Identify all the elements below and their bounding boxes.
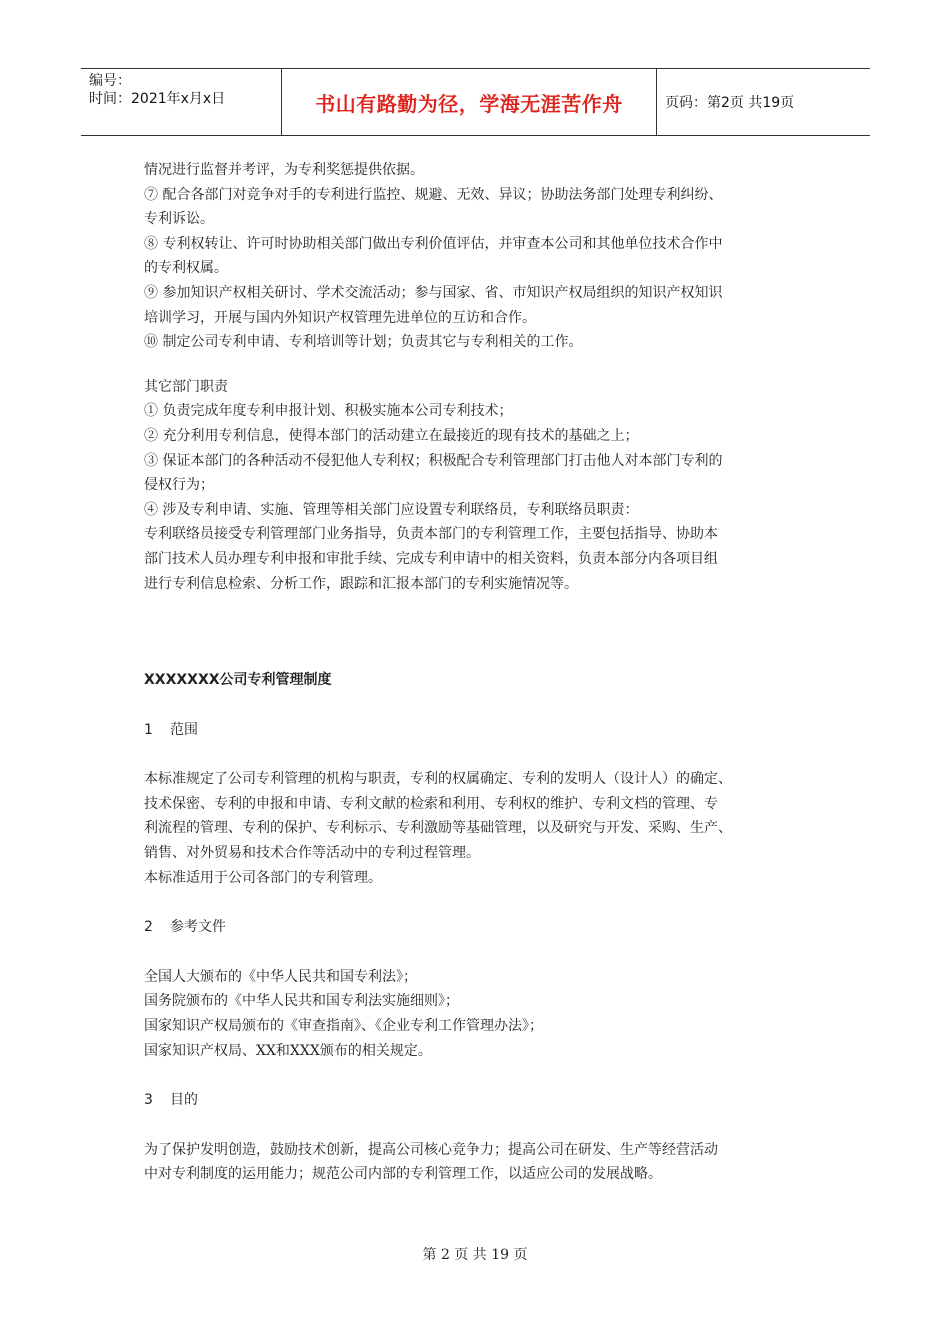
paragraph-line: 专利联络员接受专利管理部门业务指导，负责本部门的专利管理工作，主要包括指导、协助本 xyxy=(144,526,718,543)
paragraph-line: ⑦ 配合各部门对竞争对手的专利进行监控、规避、无效、异议；协助法务部门处理专利纠纷、 xyxy=(144,186,723,203)
paragraph-line: 利流程的管理、专利的保护、专利标示、专利激励等基础管理，以及研究与开发、采购、生产、 xyxy=(144,820,732,837)
paragraph-line: ⑧ 专利权转让、许可时协助相关部门做出专利价值评估，并审查本公司和其他单位技术合作中 xyxy=(144,235,723,252)
section-heading-1 xyxy=(144,718,834,743)
paragraph-line: 国家知识产权局、XX和XXX颁布的相关规定。 xyxy=(144,1042,432,1059)
paragraph-line: 进行专利信息检索、分析工作，跟踪和汇报本部门的专利实施情况等。 xyxy=(144,575,578,592)
other-department-duties xyxy=(144,375,834,596)
paragraph-line: 专利诉讼。 xyxy=(144,211,214,228)
paragraph-line: 本标准适用于公司各部门的专利管理。 xyxy=(144,869,382,886)
header-page-label: 页码：第2页 共19页 xyxy=(665,95,795,111)
section-heading-2 xyxy=(144,915,834,940)
paragraph-line: ④ 涉及专利申请、实施、管理等相关部门应设置专利联络员，专利联络员职责： xyxy=(144,501,639,518)
section-number: 3 xyxy=(144,1092,153,1109)
paragraph-line: 部门技术人员办理专利申报和审批手续、完成专利申请中的相关资料，负责本部分内各项目组 xyxy=(144,550,718,567)
header-meta-cell xyxy=(81,69,282,135)
paragraph-line: 国家知识产权局颁布的《审查指南》、《企业专利工作管理办法》； xyxy=(144,1018,543,1035)
paragraph-line: ⑩ 制定公司专利申请、专利培训等计划；负责其它与专利相关的工作。 xyxy=(144,334,583,351)
paragraph-line: 国务院颁布的《中华人民共和国专利法实施细则》； xyxy=(144,993,459,1010)
doc-date-label: 时间：2021年x月x日 xyxy=(89,91,226,107)
paragraph-line: 销售、对外贸易和技术合作等活动中的专利过程管理。 xyxy=(144,845,480,862)
paragraph-line: 本标准规定了公司专利管理的机构与职责，专利的权属确定、专利的发明人（设计人）的确定、 xyxy=(144,771,732,788)
section-number: 1 xyxy=(144,721,153,738)
page-header xyxy=(81,68,870,136)
section-title: 范围 xyxy=(170,721,198,738)
document-body xyxy=(144,158,834,1187)
section-3-body xyxy=(144,1138,834,1187)
paragraph-line: ② 充分利用专利信息，使得本部门的活动建立在最接近的现有技术的基础之上； xyxy=(144,427,639,444)
document-title: XXXXXXX公司专利管理制度 xyxy=(144,672,332,689)
section-title: 目的 xyxy=(170,1092,198,1109)
paragraph-line: 的专利权属。 xyxy=(144,260,228,277)
paragraph-line: 为了保护发明创造，鼓励技术创新，提高公司核心竞争力；提高公司在研发、生产等经营活动 xyxy=(144,1141,718,1158)
paragraph-line: ① 负责完成年度专利申报计划、积极实施本公司专利技术； xyxy=(144,403,513,420)
doc-number-label: 编号： xyxy=(89,73,131,89)
paragraph-line: ③ 保证本部门的各种活动不侵犯他人专利权；积极配合专利管理部门打击他人对本部门专利的 xyxy=(144,452,723,469)
subsection-heading: 其它部门职责 xyxy=(144,378,228,395)
section-title: 参考文件 xyxy=(170,919,226,936)
section-number: 2 xyxy=(144,919,153,936)
paragraph-line: ⑨ 参加知识产权相关研讨、学术交流活动；参与国家、省、市知识产权局组织的知识产权知识 xyxy=(144,284,723,301)
section-heading-3 xyxy=(144,1088,834,1113)
duties-continued xyxy=(144,158,834,355)
header-motto: 书山有路勤为径，学海无涯苦作舟 xyxy=(282,69,657,135)
section-2-body xyxy=(144,965,834,1063)
section-1-body xyxy=(144,767,834,890)
page-footer: 第 2 页 共 19 页 xyxy=(422,1247,528,1263)
paragraph-line: 技术保密、专利的申报和申请、专利文献的检索和利用、专利权的维护、专利文档的管理、专 xyxy=(144,795,718,812)
paragraph-line: 全国人大颁布的《中华人民共和国专利法》； xyxy=(144,968,417,985)
paragraph-line: 中对专利制度的运用能力；规范公司内部的专利管理工作，以适应公司的发展战略。 xyxy=(144,1166,662,1183)
paragraph-line: 培训学习，开展与国内外知识产权管理先进单位的互访和合作。 xyxy=(144,309,536,326)
paragraph-line: 情况进行监督并考评，为专利奖惩提供依据。 xyxy=(144,162,424,178)
paragraph-line: 侵权行为； xyxy=(144,477,214,494)
